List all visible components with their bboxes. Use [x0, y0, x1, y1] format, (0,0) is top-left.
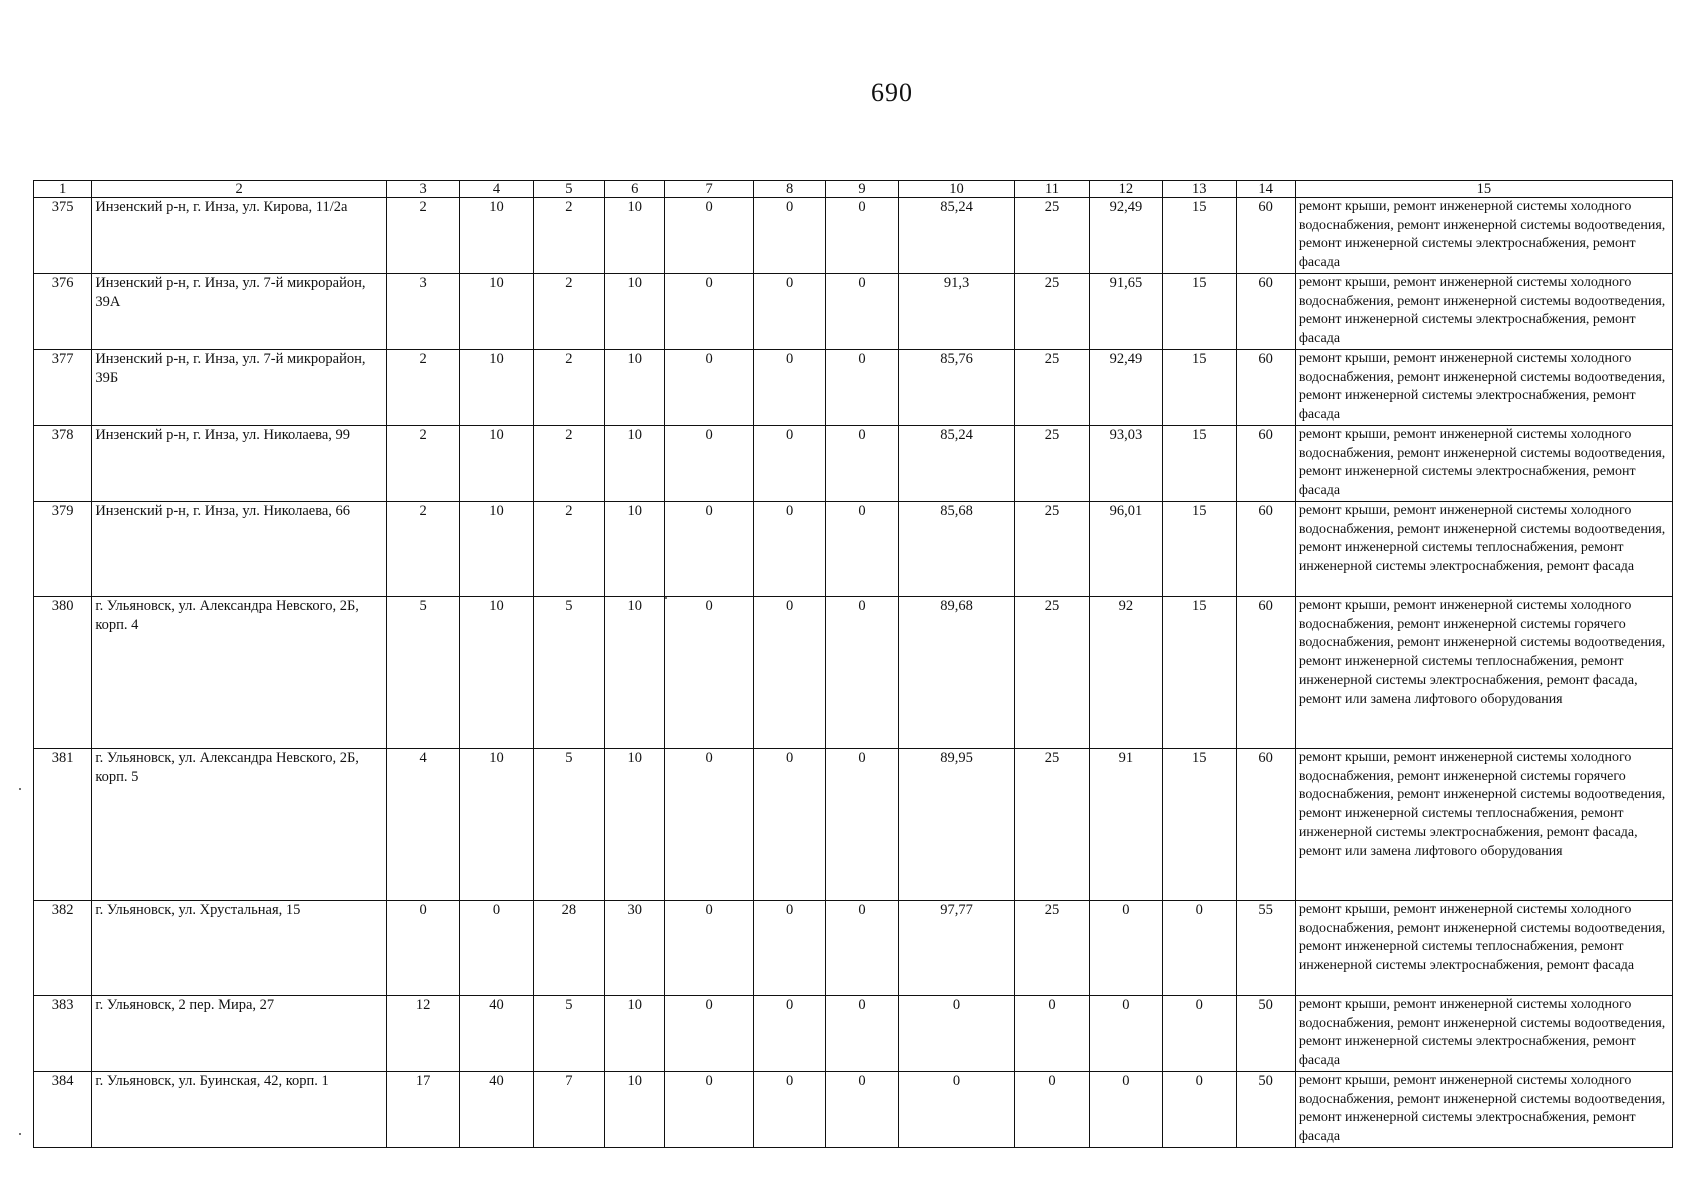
value-cell: 0 — [665, 901, 753, 996]
value-cell: 5 — [386, 597, 459, 749]
row-number-cell: 380 — [34, 597, 92, 749]
value-cell: 0 — [1163, 1072, 1236, 1148]
works-cell: ремонт крыши, ремонт инженерной системы холодного водоснабжения, ремонт инженерной системы водоотведения, ремонт инженерной системы электроснабжения, ремонт фасада — [1295, 274, 1672, 350]
value-cell: 85,68 — [898, 502, 1015, 597]
value-cell: 10 — [605, 996, 665, 1072]
value-cell: 0 — [753, 426, 825, 502]
value-cell: 10 — [460, 597, 533, 749]
value-cell: 0 — [665, 502, 753, 597]
value-cell: 40 — [460, 1072, 533, 1148]
value-cell: 55 — [1236, 901, 1295, 996]
column-header: 7 — [665, 181, 753, 198]
value-cell: 10 — [460, 350, 533, 426]
value-cell: 2 — [533, 350, 604, 426]
value-cell: 93,03 — [1089, 426, 1162, 502]
value-cell: 0 — [898, 1072, 1015, 1148]
value-cell: 5 — [533, 749, 604, 901]
capital-repair-table — [33, 180, 1673, 1148]
value-cell: 60 — [1236, 198, 1295, 274]
value-cell: 0 — [460, 901, 533, 996]
value-cell: 0 — [753, 597, 825, 749]
value-cell: 25 — [1015, 901, 1089, 996]
column-header: 15 — [1295, 181, 1672, 198]
value-cell: 89,68 — [898, 597, 1015, 749]
works-cell: ремонт крыши, ремонт инженерной системы холодного водоснабжения, ремонт инженерной системы водоотведения, ремонт инженерной системы электроснабжения, ремонт фасада — [1295, 426, 1672, 502]
value-cell: 60 — [1236, 274, 1295, 350]
value-cell: 15 — [1163, 198, 1236, 274]
value-cell: 0 — [665, 274, 753, 350]
value-cell: 92,49 — [1089, 198, 1162, 274]
value-cell: 25 — [1015, 597, 1089, 749]
scan-speck — [665, 597, 667, 599]
works-cell: ремонт крыши, ремонт инженерной системы холодного водоснабжения, ремонт инженерной системы водоотведения, ремонт инженерной системы теплоснабжения, ремонт инженерной системы электроснабжения, ремонт фасада — [1295, 502, 1672, 597]
table-row — [34, 1072, 1673, 1148]
value-cell: 25 — [1015, 350, 1089, 426]
column-header: 5 — [533, 181, 604, 198]
value-cell: 0 — [1163, 996, 1236, 1072]
value-cell: 0 — [753, 502, 825, 597]
value-cell: 0 — [753, 1072, 825, 1148]
value-cell: 15 — [1163, 502, 1236, 597]
value-cell: 0 — [665, 198, 753, 274]
value-cell: 2 — [386, 198, 459, 274]
table-body — [34, 198, 1673, 1148]
value-cell: 0 — [665, 749, 753, 901]
value-cell: 85,24 — [898, 198, 1015, 274]
value-cell: 0 — [826, 749, 898, 901]
table-row — [34, 426, 1673, 502]
value-cell: 25 — [1015, 749, 1089, 901]
works-cell: ремонт крыши, ремонт инженерной системы холодного водоснабжения, ремонт инженерной системы водоотведения, ремонт инженерной системы электроснабжения, ремонт фасада — [1295, 350, 1672, 426]
value-cell: 0 — [665, 597, 753, 749]
value-cell: 85,24 — [898, 426, 1015, 502]
address-cell: г. Ульяновск, ул. Хрустальная, 15 — [92, 901, 387, 996]
row-number-cell: 382 — [34, 901, 92, 996]
column-header: 11 — [1015, 181, 1089, 198]
value-cell: 0 — [1015, 996, 1089, 1072]
row-number-cell: 379 — [34, 502, 92, 597]
table-row — [34, 198, 1673, 274]
row-number-cell: 384 — [34, 1072, 92, 1148]
value-cell: 0 — [826, 198, 898, 274]
value-cell: 0 — [826, 274, 898, 350]
scan-speck — [19, 1133, 21, 1135]
row-number-cell: 378 — [34, 426, 92, 502]
value-cell: 0 — [665, 1072, 753, 1148]
value-cell: 60 — [1236, 426, 1295, 502]
value-cell: 0 — [753, 274, 825, 350]
value-cell: 0 — [1163, 901, 1236, 996]
column-header: 8 — [753, 181, 825, 198]
row-number-cell: 377 — [34, 350, 92, 426]
column-header: 10 — [898, 181, 1015, 198]
value-cell: 0 — [826, 426, 898, 502]
works-cell: ремонт крыши, ремонт инженерной системы холодного водоснабжения, ремонт инженерной системы водоотведения, ремонт инженерной системы электроснабжения, ремонт фасада — [1295, 198, 1672, 274]
value-cell: 10 — [460, 198, 533, 274]
column-header: 6 — [605, 181, 665, 198]
page-number: 690 — [871, 78, 913, 107]
value-cell: 10 — [605, 198, 665, 274]
value-cell: 2 — [533, 426, 604, 502]
value-cell: 15 — [1163, 274, 1236, 350]
address-cell: Инзенский р-н, г. Инза, ул. Николаева, 66 — [92, 502, 387, 597]
value-cell: 30 — [605, 901, 665, 996]
value-cell: 50 — [1236, 996, 1295, 1072]
column-header: 4 — [460, 181, 533, 198]
table-row — [34, 350, 1673, 426]
table-row — [34, 996, 1673, 1072]
value-cell: 60 — [1236, 350, 1295, 426]
value-cell: 5 — [533, 996, 604, 1072]
address-cell: г. Ульяновск, 2 пер. Мира, 27 — [92, 996, 387, 1072]
column-header: 14 — [1236, 181, 1295, 198]
address-cell: Инзенский р-н, г. Инза, ул. Николаева, 99 — [92, 426, 387, 502]
value-cell: 15 — [1163, 426, 1236, 502]
value-cell: 25 — [1015, 198, 1089, 274]
column-header: 2 — [92, 181, 387, 198]
value-cell: 10 — [605, 502, 665, 597]
value-cell: 92,49 — [1089, 350, 1162, 426]
value-cell: 7 — [533, 1072, 604, 1148]
value-cell: 28 — [533, 901, 604, 996]
value-cell: 97,77 — [898, 901, 1015, 996]
value-cell: 0 — [1015, 1072, 1089, 1148]
value-cell: 25 — [1015, 426, 1089, 502]
value-cell: 2 — [386, 426, 459, 502]
address-cell: Инзенский р-н, г. Инза, ул. 7-й микрорайон, 39А — [92, 274, 387, 350]
value-cell: 2 — [533, 502, 604, 597]
value-cell: 25 — [1015, 502, 1089, 597]
value-cell: 0 — [1089, 901, 1162, 996]
value-cell: 0 — [386, 901, 459, 996]
value-cell: 25 — [1015, 274, 1089, 350]
works-cell: ремонт крыши, ремонт инженерной системы холодного водоснабжения, ремонт инженерной системы водоотведения, ремонт инженерной системы электроснабжения, ремонт фасада — [1295, 1072, 1672, 1148]
address-cell: Инзенский р-н, г. Инза, ул. 7-й микрорайон, 39Б — [92, 350, 387, 426]
value-cell: 0 — [898, 996, 1015, 1072]
table-row — [34, 901, 1673, 996]
value-cell: 10 — [460, 502, 533, 597]
value-cell: 15 — [1163, 597, 1236, 749]
address-cell: Инзенский р-н, г. Инза, ул. Кирова, 11/2а — [92, 198, 387, 274]
value-cell: 0 — [826, 350, 898, 426]
column-header: 9 — [826, 181, 898, 198]
table-row — [34, 502, 1673, 597]
value-cell: 60 — [1236, 597, 1295, 749]
scan-speck — [19, 788, 21, 790]
value-cell: 10 — [605, 350, 665, 426]
address-cell: г. Ульяновск, ул. Александра Невского, 2Б, корп. 4 — [92, 597, 387, 749]
column-header: 3 — [386, 181, 459, 198]
table-row — [34, 749, 1673, 901]
works-cell: ремонт крыши, ремонт инженерной системы холодного водоснабжения, ремонт инженерной системы горячего водоснабжения, ремонт инженерной системы водоотведения, ремонт инженерной системы теплоснабжения, ремонт инженерной системы электроснабжения, ремонт фасада, ремонт или замена лифтового оборудования — [1295, 749, 1672, 901]
value-cell: 89,95 — [898, 749, 1015, 901]
value-cell: 92 — [1089, 597, 1162, 749]
value-cell: 4 — [386, 749, 459, 901]
value-cell: 0 — [753, 996, 825, 1072]
value-cell: 0 — [826, 1072, 898, 1148]
value-cell: 2 — [386, 502, 459, 597]
value-cell: 91 — [1089, 749, 1162, 901]
value-cell: 5 — [533, 597, 604, 749]
row-number-cell: 381 — [34, 749, 92, 901]
value-cell: 60 — [1236, 502, 1295, 597]
value-cell: 10 — [605, 1072, 665, 1148]
value-cell: 3 — [386, 274, 459, 350]
column-header: 12 — [1089, 181, 1162, 198]
value-cell: 17 — [386, 1072, 459, 1148]
value-cell: 91,3 — [898, 274, 1015, 350]
value-cell: 10 — [460, 274, 533, 350]
value-cell: 40 — [460, 996, 533, 1072]
value-cell: 10 — [460, 749, 533, 901]
value-cell: 0 — [1089, 1072, 1162, 1148]
address-cell: г. Ульяновск, ул. Александра Невского, 2Б, корп. 5 — [92, 749, 387, 901]
address-cell: г. Ульяновск, ул. Буинская, 42, корп. 1 — [92, 1072, 387, 1148]
value-cell: 91,65 — [1089, 274, 1162, 350]
value-cell: 0 — [753, 901, 825, 996]
works-cell: ремонт крыши, ремонт инженерной системы холодного водоснабжения, ремонт инженерной системы водоотведения, ремонт инженерной системы электроснабжения, ремонт фасада — [1295, 996, 1672, 1072]
value-cell: 2 — [533, 274, 604, 350]
value-cell: 12 — [386, 996, 459, 1072]
header-row — [34, 181, 1673, 198]
value-cell: 0 — [753, 749, 825, 901]
value-cell: 0 — [753, 198, 825, 274]
value-cell: 0 — [665, 350, 753, 426]
value-cell: 15 — [1163, 350, 1236, 426]
value-cell: 0 — [665, 426, 753, 502]
column-header: 13 — [1163, 181, 1236, 198]
value-cell: 0 — [753, 350, 825, 426]
row-number-cell: 375 — [34, 198, 92, 274]
value-cell: 85,76 — [898, 350, 1015, 426]
value-cell: 0 — [665, 996, 753, 1072]
table-row — [34, 274, 1673, 350]
value-cell: 96,01 — [1089, 502, 1162, 597]
value-cell: 15 — [1163, 749, 1236, 901]
works-cell: ремонт крыши, ремонт инженерной системы холодного водоснабжения, ремонт инженерной системы водоотведения, ремонт инженерной системы теплоснабжения, ремонт инженерной системы электроснабжения, ремонт фасада — [1295, 901, 1672, 996]
table-row — [34, 597, 1673, 749]
row-number-cell: 376 — [34, 274, 92, 350]
value-cell: 0 — [826, 597, 898, 749]
value-cell: 10 — [460, 426, 533, 502]
value-cell: 10 — [605, 426, 665, 502]
value-cell: 0 — [826, 502, 898, 597]
value-cell: 0 — [1089, 996, 1162, 1072]
value-cell: 2 — [533, 198, 604, 274]
value-cell: 50 — [1236, 1072, 1295, 1148]
value-cell: 0 — [826, 901, 898, 996]
works-cell: ремонт крыши, ремонт инженерной системы холодного водоснабжения, ремонт инженерной системы горячего водоснабжения, ремонт инженерной системы водоотведения, ремонт инженерной системы теплоснабжения, ремонт инженерной системы электроснабжения, ремонт фасада, ремонт или замена лифтового оборудования — [1295, 597, 1672, 749]
value-cell: 2 — [386, 350, 459, 426]
row-number-cell: 383 — [34, 996, 92, 1072]
value-cell: 60 — [1236, 749, 1295, 901]
value-cell: 10 — [605, 597, 665, 749]
value-cell: 10 — [605, 274, 665, 350]
value-cell: 10 — [605, 749, 665, 901]
value-cell: 0 — [826, 996, 898, 1072]
column-header: 1 — [34, 181, 92, 198]
